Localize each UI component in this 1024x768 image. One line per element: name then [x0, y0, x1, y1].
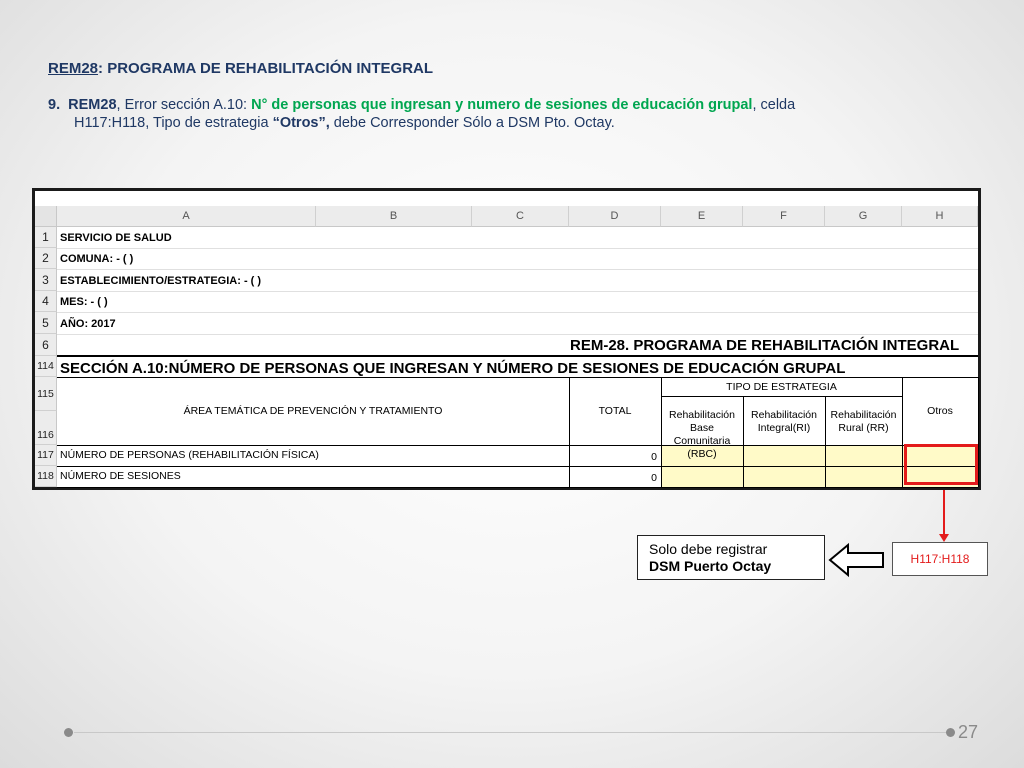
- gridline: [57, 248, 978, 249]
- row-header-3: 3: [35, 269, 57, 291]
- row-header-4: 4: [35, 291, 57, 312]
- note-line-1: Solo debe registrar: [649, 541, 768, 557]
- footer-dot-right: [946, 728, 955, 737]
- column-header-a: A: [57, 206, 316, 227]
- row-header-114: 114: [35, 356, 57, 377]
- slide-title-code: REM28: [48, 60, 99, 77]
- gridline: [57, 269, 978, 270]
- row-header-5: 5: [35, 312, 57, 334]
- table-border: [661, 396, 902, 397]
- rbc-header-line1: Rehabilitación Base: [669, 409, 735, 434]
- column-header-e: E: [661, 206, 743, 227]
- cell-anio: AÑO: 2017: [60, 318, 116, 330]
- row-header-115: 115: [35, 377, 57, 411]
- column-header-f: F: [743, 206, 825, 227]
- gridline: [57, 334, 978, 335]
- gridline: [57, 312, 978, 313]
- row-118-total: 0: [651, 472, 657, 484]
- rbc-header-line2: Comunitaria (RBC): [673, 435, 731, 460]
- row-header-1: 1: [35, 227, 57, 248]
- section-top-border: [57, 355, 978, 357]
- page-number: 27: [958, 722, 979, 742]
- column-header-b: B: [316, 206, 472, 227]
- spreadsheet-screenshot: [32, 188, 981, 490]
- table-border: [57, 487, 978, 488]
- cell-comuna: COMUNA: - ( ): [60, 253, 134, 265]
- cell-servicio: SERVICIO DE SALUD: [60, 232, 172, 244]
- column-header-c: C: [472, 206, 569, 227]
- table-border: [978, 377, 979, 487]
- arrow-left-icon: [828, 542, 886, 578]
- sheet-corner: [35, 206, 57, 227]
- row-117-label: NÚMERO DE PERSONAS (REHABILITACIÓN FÍSICA): [60, 449, 319, 461]
- row-header-6: 6: [35, 334, 57, 356]
- total-header: TOTAL: [598, 405, 632, 417]
- column-header-h: H: [902, 206, 978, 227]
- table-border: [57, 466, 978, 467]
- slide-title-text: : PROGRAMA DE REHABILITACIÓN INTEGRAL: [98, 60, 434, 77]
- ri-header: [743, 409, 825, 435]
- row-header-117: 117: [35, 445, 57, 466]
- row-header-118: 118: [35, 466, 57, 487]
- ri-header-line1: Rehabilitación: [751, 409, 817, 421]
- table-border: [57, 377, 978, 378]
- slide-title: [48, 60, 433, 77]
- footer-dot-left: [64, 728, 73, 737]
- cell-mes: MES: - ( ): [60, 296, 108, 308]
- column-header-g: G: [825, 206, 902, 227]
- rbc-header: [661, 409, 743, 461]
- row-117-total: 0: [651, 451, 657, 463]
- tipo-estrategia-header: TIPO DE ESTRATEGIA: [726, 381, 837, 393]
- column-header-d: D: [569, 206, 661, 227]
- issue-otros: “Otros”,: [272, 115, 330, 131]
- area-header: ÁREA TEMÁTICA DE PREVENCIÓN Y TRATAMIENTO: [183, 405, 443, 417]
- issue-text-2: , celda: [752, 97, 796, 113]
- rem-title: REM-28. PROGRAMA DE REHABILITACIÓN INTEGRAL: [570, 337, 960, 354]
- row-header-2: 2: [35, 248, 57, 269]
- row-header-116: 116: [35, 411, 57, 445]
- issue-highlight: N° de personas que ingresan y numero de sesiones de educación grupal: [251, 97, 753, 113]
- red-arrow-down-icon: [939, 490, 949, 544]
- issue-text-4: debe Corresponder Sólo a DSM Pto. Octay.: [329, 115, 615, 131]
- rr-header: [825, 409, 902, 435]
- table-border: [902, 377, 903, 487]
- highlight-box-h117-h118: [904, 444, 978, 485]
- cell-establecimiento: ESTABLECIMIENTO/ESTRATEGIA: - ( ): [60, 275, 262, 287]
- cell-reference-label: H117:H118: [892, 542, 988, 576]
- note-box: [637, 535, 825, 580]
- issue-number: 9.: [48, 97, 61, 113]
- footer-line: [74, 732, 946, 733]
- gridline: [57, 291, 978, 292]
- rr-header-line1: Rehabilitación: [830, 409, 897, 421]
- issue-code: REM28: [68, 97, 117, 113]
- row-118-label: NÚMERO DE SESIONES: [60, 470, 181, 482]
- issue-description: [48, 96, 948, 132]
- section-title: SECCIÓN A.10:NÚMERO DE PERSONAS QUE INGRESAN Y NÚMERO DE SESIONES DE EDUCACIÓN GRUPAL: [60, 360, 846, 377]
- otros-header: Otros: [927, 405, 953, 417]
- table-border: [57, 445, 978, 446]
- issue-text-1: , Error sección A.10:: [116, 97, 252, 113]
- ri-header-line2: Integral(RI): [757, 422, 811, 434]
- rr-header-line2: Rural (RR): [838, 422, 889, 434]
- note-line-2: DSM Puerto Octay: [649, 558, 772, 574]
- issue-text-3: H117:H118, Tipo de estrategia: [74, 115, 273, 131]
- table-border: [569, 377, 570, 487]
